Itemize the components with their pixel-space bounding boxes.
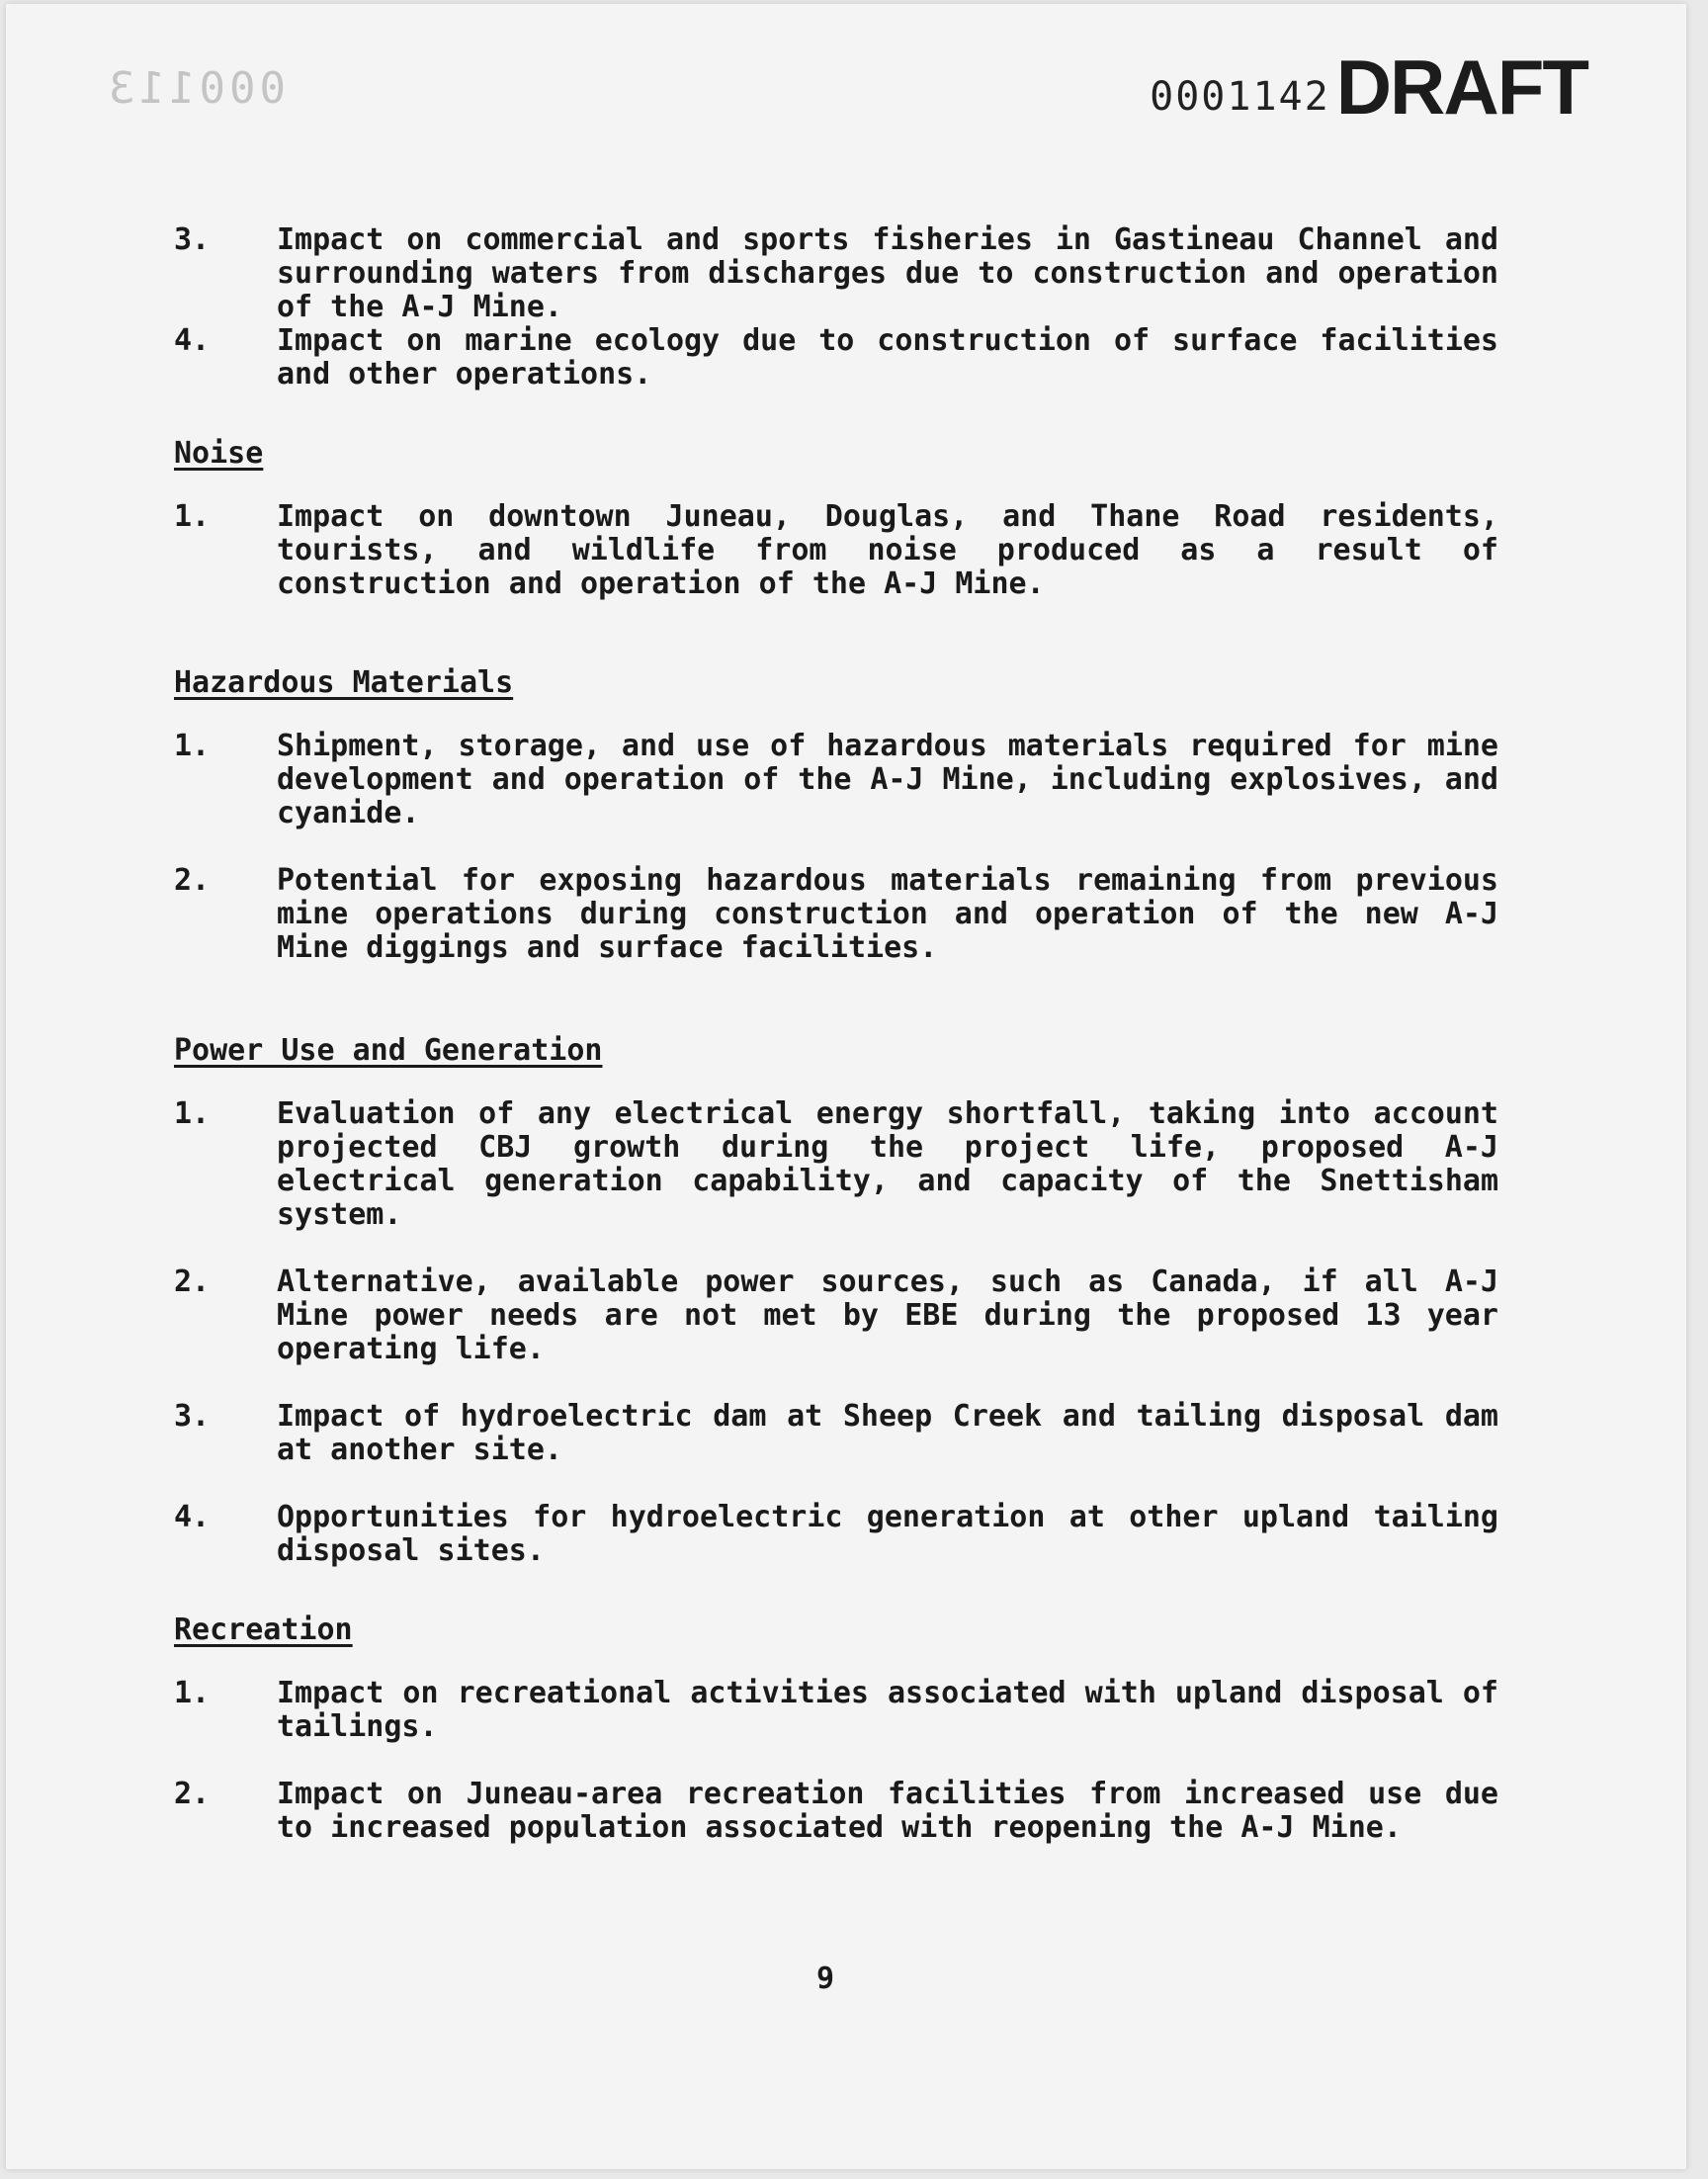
list-item bbox=[174, 1778, 1498, 1845]
item-text: Alternative, available power sources, such as Canada, if all A-J Mine power needs are not met by EBE during the proposed 13 year operating life. bbox=[277, 1264, 1498, 1366]
item-number: 3. bbox=[174, 1399, 211, 1434]
item-number: 2. bbox=[174, 1777, 211, 1811]
item-number: 3. bbox=[174, 222, 211, 257]
item-text: Impact on marine ecology due to construction of surface facilities and other operations. bbox=[277, 323, 1498, 392]
item-number: 1. bbox=[174, 729, 211, 763]
page-number: 9 bbox=[816, 1961, 835, 1996]
section-title-hazardous-materials: Hazardous Materials bbox=[174, 665, 514, 700]
list-item bbox=[174, 730, 1498, 830]
list-item bbox=[174, 1097, 1498, 1232]
item-text: Evaluation of any electrical energy shortfall, taking into account projected CBJ growth during the project life, proposed A-J electrical generation capability, and capacity of the Snettisham system. bbox=[277, 1096, 1498, 1232]
item-text: Shipment, storage, and use of hazardous materials required for mine development and operation of the A-J Mine, including explosives, and cyanide. bbox=[277, 729, 1498, 830]
item-number: 1. bbox=[174, 499, 211, 534]
section-title-recreation: Recreation bbox=[174, 1612, 353, 1647]
document-page bbox=[6, 4, 1686, 2169]
item-text: Impact on commercial and sports fisheries in Gastineau Channel and surrounding waters from discharges due to construction and operation of the A-J Mine. bbox=[277, 222, 1498, 324]
item-number: 1. bbox=[174, 1096, 211, 1131]
item-text: Impact on recreational activities associated with upland disposal of tailings. bbox=[277, 1676, 1498, 1744]
section-title-noise: Noise bbox=[174, 436, 264, 471]
list-item bbox=[174, 1265, 1498, 1366]
item-text: Potential for exposing hazardous materials remaining from previous mine operations during construction and operation of the new A-J Mine diggings and surface facilities. bbox=[277, 863, 1498, 965]
draft-stamp: DRAFT bbox=[1335, 44, 1587, 131]
item-number: 2. bbox=[174, 863, 211, 898]
list-item bbox=[174, 864, 1498, 965]
list-item bbox=[174, 500, 1498, 601]
item-number: 2. bbox=[174, 1264, 211, 1299]
item-text: Impact on downtown Juneau, Douglas, and Thane Road residents, tourists, and wildlife from noise produced as a result of construction and operation of the A-J Mine. bbox=[277, 499, 1498, 601]
list-item bbox=[174, 1400, 1498, 1467]
list-item bbox=[174, 324, 1498, 392]
section-title-power-use: Power Use and Generation bbox=[174, 1033, 603, 1068]
list-item bbox=[174, 1677, 1498, 1744]
item-text: Opportunities for hydroelectric generation at other upland tailing disposal sites. bbox=[277, 1500, 1498, 1568]
document-number: 0001142 bbox=[1150, 74, 1330, 120]
item-text: Impact of hydroelectric dam at Sheep Creek and tailing disposal dam at another site. bbox=[277, 1399, 1498, 1467]
item-number: 1. bbox=[174, 1676, 211, 1710]
item-number: 4. bbox=[174, 323, 211, 358]
document-body bbox=[174, 223, 1498, 1845]
item-text: Impact on Juneau-area recreation facilities from increased use due to increased population associated with reopening the A-J Mine. bbox=[277, 1777, 1498, 1845]
bleed-through-number: 000113 bbox=[105, 63, 286, 114]
document-header bbox=[1150, 44, 1587, 131]
item-number: 4. bbox=[174, 1500, 211, 1534]
list-item bbox=[174, 1501, 1498, 1568]
list-item bbox=[174, 223, 1498, 324]
